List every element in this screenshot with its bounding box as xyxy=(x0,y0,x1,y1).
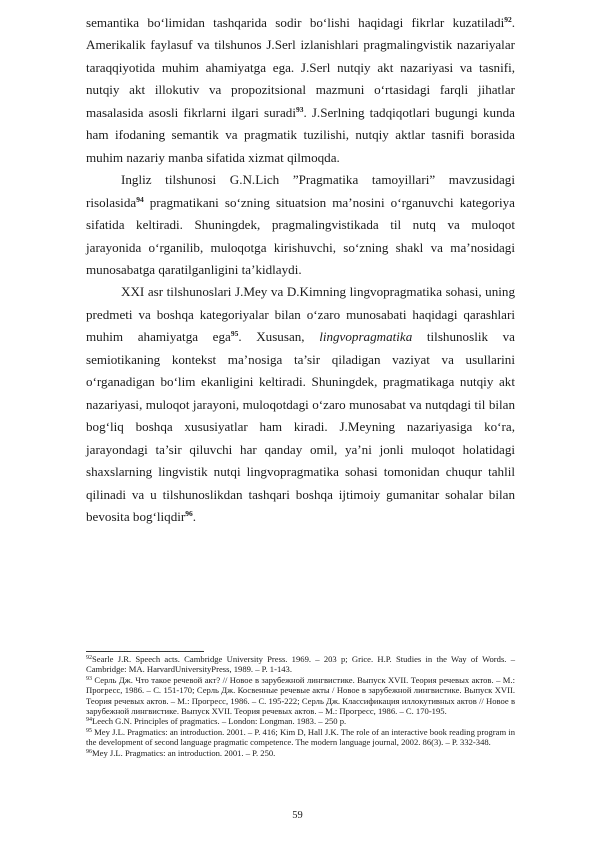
footnote-number: 94 xyxy=(86,717,92,724)
footnote-reference: 95 xyxy=(230,329,239,339)
footnote-number: 92 xyxy=(86,655,92,661)
text-run: . xyxy=(192,508,197,524)
footnote xyxy=(86,748,515,758)
italic-term: lingvopragmatika xyxy=(319,329,413,345)
main-text xyxy=(86,12,515,528)
paragraph xyxy=(86,12,515,169)
footnote xyxy=(86,716,515,726)
text-run: XXI asr tilshunoslari J.Mey va D.Kimning lingvopragmatika sohasi, uning predmeti va boshqa kategoriyalar bilan o‘zaro munosabati haqidagi qarashlari muhim ahamiyatga ega xyxy=(86,284,515,345)
footnote-list xyxy=(86,654,515,758)
footnote-number: 96 xyxy=(86,748,92,755)
footnote-number: 93 xyxy=(86,675,92,682)
text-run: Ingliz tilshunosi G.N.Lich ”Pragmatika tamoyillari” mavzusidagi risolasida xyxy=(86,172,515,210)
footnote-reference: 94 xyxy=(136,194,144,204)
footnote xyxy=(86,675,515,717)
footnote xyxy=(86,727,515,748)
paragraph xyxy=(86,169,515,281)
footnote-text: Серль Дж. Что такое речевой акт? // Новое в зарубежной лингвистике. Выпуск XVII. Теория речевых актов. – М.: Прогресс, 1986. – С. 151-170; Серль Дж. Косвенные речевые акты / Новое в зарубежной лингвистике. Выпуск XVII. Теория речевых актов. – М.: Прогресс, 1986. – С. 195-222; Серль Дж. Классификация иллокутивных актов // Новое в зарубежной лингвистике. Выпуск XVII. Теория речевых актов. – М.: Прогресс, 1986. – С. 170-195. xyxy=(86,674,515,717)
text-run: tilshunoslik va semiotikaning kontekst ma’nosiga ta’sir qiladigan vaziyat va usullarini o‘rganadigan bo‘lim ekanligini keltiradi. Shuningdek, pragmatikaga nutqiy akt nazariyasi, muloqot jarayoni, muloqotdagi o‘zaro munosabat va nutqdagi til bilan bog‘liq boshqa xususiyatlar ham kiradi. J.Meyning nazariyasiga ko‘ra, jarayondagi ta’sir qiluvchi har qanday omil, ya’ni jonli muloqot holatidagi shaxslarning lingvistik nutqi lingvopragmatika sohasi tomonidan chuqur tahlil qilinadi va u tilshunoslikdan tashqari boshqa ijtimoiy gumanitar sohalar bilan bevosita bog‘liqdir xyxy=(86,329,515,524)
footnote-reference: 92 xyxy=(504,15,512,24)
text-run: . J.Serlning tadqiqotlari bugungi kunda ham ifodaning semantik va pragmatik tuzilishi, nutqiy aktlar tasnifi borasida muhim nazariy manba sifatida xizmat qilmoqda. xyxy=(86,104,515,165)
footnote-text: Mey J.L. Pragmatics: an introduction. 2001. – P. 250. xyxy=(92,747,276,758)
footnote-text: Mey J.L. Pragmatics: an introduction. 2001. – P. 416; Kim D, Hall J.K. The role of an interactive book reading program in the development of second language pragmatic competence. The modern language journal, 2002. 86(3). – P. 332-348. xyxy=(86,726,515,748)
footnote-reference: 93 xyxy=(296,104,304,114)
footnote-text: Searle J.R. Speech acts. Cambridge University Press. 1969. – 203 p; Grice. H.P. Studies in the Way of Words. – Cambridge: MA. HarvardUniversityPress, 1989. – P. 1-143. xyxy=(86,654,515,675)
footnote-number: 95 xyxy=(86,727,92,734)
footnote-reference: 96 xyxy=(185,508,193,518)
footnotes-section xyxy=(86,651,515,758)
footnote-separator xyxy=(86,651,204,652)
paragraph xyxy=(86,281,515,528)
footnote-text: Leech G.N. Principles of pragmatics. – London: Longman. 1983. – 250 p. xyxy=(92,716,347,727)
page-number: 59 xyxy=(292,810,303,821)
text-run: . Amerikalik faylasuf va tilshunos J.Serl izlanishlari pragmalingvistik nazariyalar taraqqiyotida muhim ahamiyatga ega. J.Serl nutqiy akt nazariyasi va tasnifi, nutqiy akt illokutiv va propozitsional mazmuni o‘rtasidagi farqli jihatlar masalasida asosli fikrlarni ilgari suradi xyxy=(86,15,515,120)
text-run: . Xususan, xyxy=(238,329,320,345)
text-run: pragmatikani so‘zning situatsion ma’nosini o‘rganuvchi kategoriya sifatida keltiradi. Shuningdek, pragmalingvistikada til nutq va muloqot jarayonida o‘rganilib, muloqotga kirishuvchi, so‘zning shakl va ma’nosidagi munosabatga qaratilganligini ta’kidlaydi. xyxy=(86,194,515,277)
text-run: semantika bo‘limidan tashqarida sodir bo‘lishi haqidagi fikrlar kuzatiladi xyxy=(86,15,505,30)
footnote xyxy=(86,654,515,675)
